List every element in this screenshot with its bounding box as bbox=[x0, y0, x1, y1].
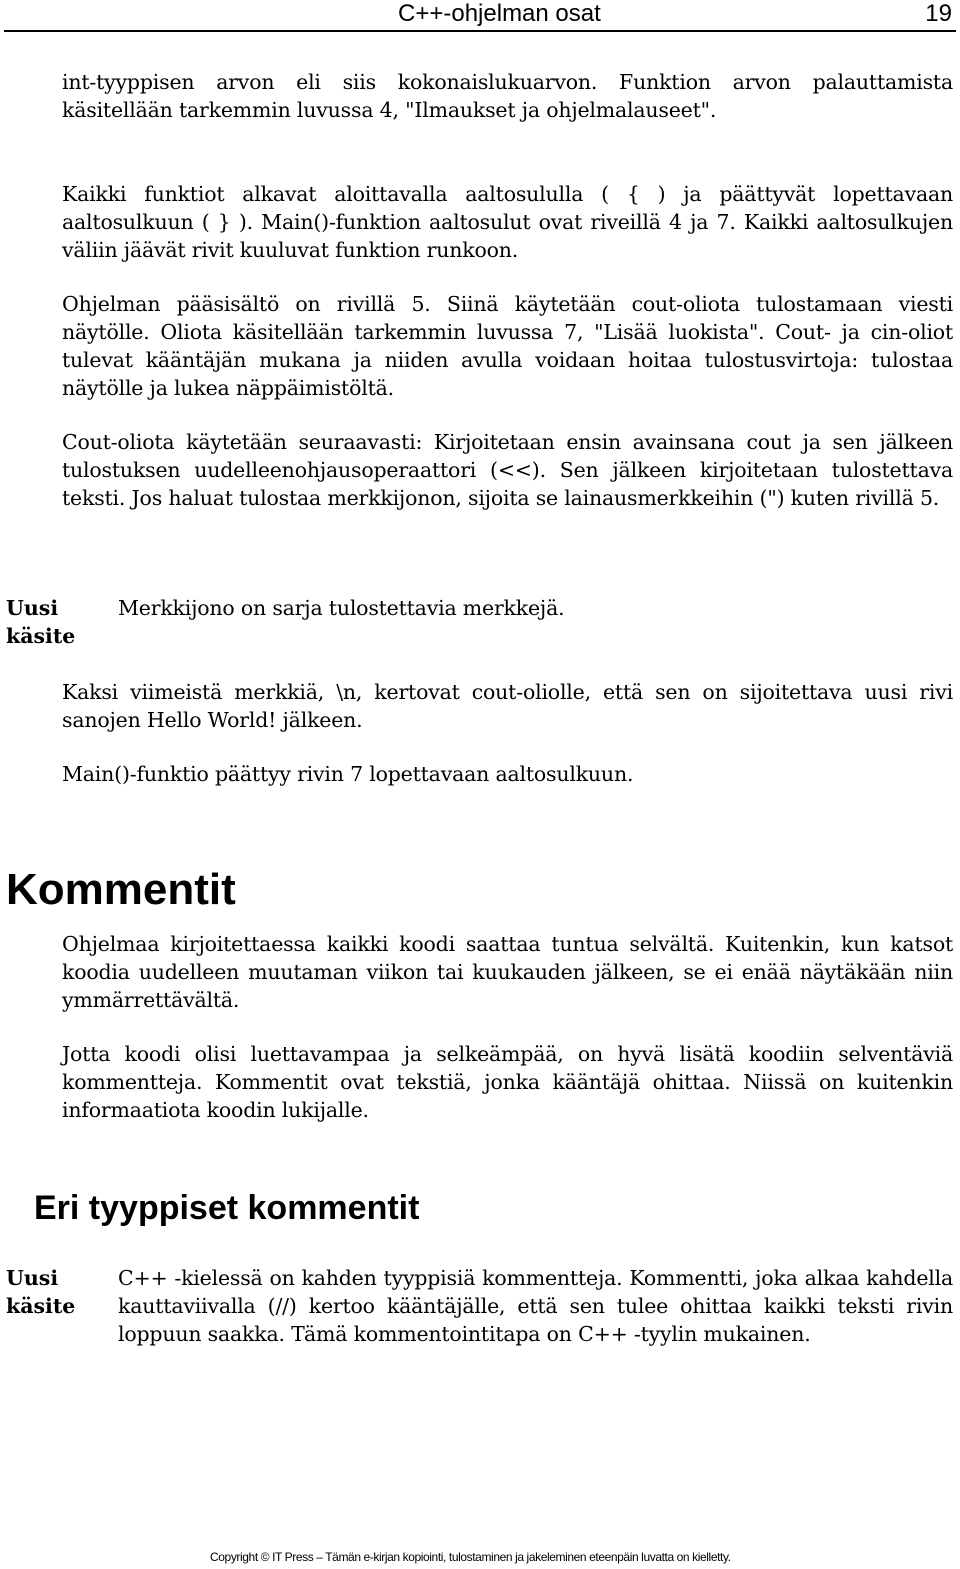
copyright-footer: Copyright © IT Press – Tämän e-kirjan kopiointi, tulostaminen ja jakeleminen eteenpäin luvatta on kielletty. bbox=[210, 1550, 731, 1564]
section-heading-kommentit: Kommentit bbox=[6, 865, 236, 914]
paragraph-main-end: Main()-funktio päättyy rivin 7 lopettavaan aaltosulkuun. bbox=[62, 762, 634, 786]
new-concept-label-line2: käsite bbox=[6, 624, 76, 648]
paragraph-cout-object: Ohjelman pääsisältö on rivillä 5. Siinä käytetään cout-oliota tulostamaan viesti näytölle. Oliota käsitellään tarkemmin luvussa 7, "Lisää luokista". Cout- ja cin-oliot tulevat kääntäjän mukana ja niiden avulla voidaan hoitaa tulostusvirtoja: tulostaa näytölle ja lukea näppäimistöltä. bbox=[62, 292, 953, 400]
paragraph-return-value: int-tyyppisen arvon eli siis kokonaislukuarvon. Funktion arvon palauttamista käsitellään tarkemmin luvussa 4, "Ilmaukset ja ohjelmalauseet". bbox=[62, 70, 953, 122]
paragraph-cout-usage: Cout-oliota käytetään seuraavasti: Kirjoitetaan ensin avainsana cout ja sen jälkeen tulostuksen uudelleenohjausoperaattori (<<). Sen jälkeen kirjoitetaan tulostettava teksti. Jos haluat tulostaa merkkijonon, sijoita se lainausmerkkeihin (") kuten rivillä 5. bbox=[62, 430, 953, 510]
subsection-heading-comment-types: Eri tyyppiset kommentit bbox=[34, 1189, 420, 1227]
new-concept-label-line1: Uusi bbox=[6, 1266, 59, 1290]
paragraph-braces: Kaikki funktiot alkavat aloittavalla aaltosululla ( { ) ja päättyvät lopettavaan aaltosulkuun ( } ). Main()-funktion aaltosulut ovat riveillä 4 ja 7. Kaikki aaltosulkujen väliin jäävät rivit kuuluvat funktion runkoon. bbox=[62, 182, 953, 262]
paragraph-comments-purpose: Jotta koodi olisi luettavampaa ja selkeämpää, on hyvä lisätä koodiin selventäviä kommentteja. Kommentit ovat tekstiä, jonka kääntäjä ohittaa. Niissä on kuitenkin informaatiota koodin lukijalle. bbox=[62, 1042, 953, 1122]
definition-text: Merkkijono on sarja tulostettavia merkkejä. bbox=[118, 596, 565, 620]
paragraph-comments-intro: Ohjelmaa kirjoitettaessa kaikki koodi saattaa tuntua selvältä. Kuitenkin, kun katsot koodia uudelleen muutaman viikon tai kuukauden jälkeen, se ei enää näytäkään niin ymmärrettävältä. bbox=[62, 932, 953, 1012]
header-rule bbox=[4, 30, 956, 32]
new-concept-label bbox=[6, 594, 106, 650]
new-concept-label bbox=[6, 1264, 106, 1320]
new-concept-label-line2: käsite bbox=[6, 1294, 76, 1318]
definition-text: C++ -kielessä on kahden tyyppisiä kommentteja. Kommentti, joka alkaa kahdella kauttaviivalla (//) kertoo kääntäjälle, että sen tulee ohittaa kaikki teksti rivin loppuun saakka. Tämä kommentointitapa on C++ -tyylin mukainen. bbox=[118, 1266, 953, 1346]
page-number: 19 bbox=[925, 0, 952, 27]
paragraph-newline: Kaksi viimeistä merkkiä, \n, kertovat cout-oliolle, että sen on sijoitettava uusi rivi sanojen Hello World! jälkeen. bbox=[62, 680, 953, 732]
running-header-title: C++-ohjelman osat bbox=[398, 0, 601, 27]
new-concept-label-line1: Uusi bbox=[6, 596, 59, 620]
